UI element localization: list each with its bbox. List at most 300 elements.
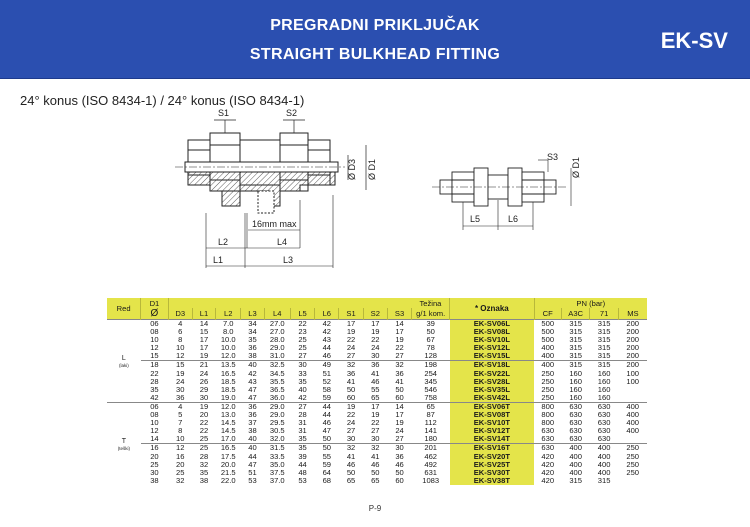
cell-value: 420	[541, 475, 555, 485]
cell-value: 55	[322, 451, 332, 461]
cell-value: 42	[322, 327, 332, 337]
cell-value: 43	[322, 335, 332, 345]
cell-value: 12	[150, 343, 159, 353]
cell-value: 17	[346, 319, 356, 328]
header-d1-symbol: Ø	[141, 308, 168, 320]
cell-value: 25	[298, 343, 307, 353]
table-row-group	[107, 402, 647, 443]
series-subtitle: (teški)	[117, 445, 130, 451]
value-cell	[168, 444, 192, 485]
cell-value: 250	[626, 467, 640, 477]
cell-value: 254	[424, 368, 438, 378]
cell-value: 36	[395, 451, 404, 461]
cell-value: 41	[346, 451, 356, 461]
cell-value: 160	[597, 376, 611, 386]
cell-value: 400	[569, 443, 582, 453]
cell-value: 39	[298, 451, 307, 461]
cell-value: 500	[541, 335, 555, 345]
cell-value: 30	[346, 434, 356, 444]
cell-value: 17.5	[220, 451, 236, 461]
cell-value: 160	[569, 384, 582, 394]
value-cell	[363, 444, 387, 485]
cell-value: 141	[424, 426, 438, 436]
cell-value: 28	[298, 410, 307, 420]
cell-value: 24	[199, 368, 209, 378]
cell-value: 60	[346, 392, 356, 402]
cell-value: 7.0	[222, 319, 234, 328]
header-l2: L2	[216, 308, 241, 320]
cell-value: 31	[298, 426, 307, 436]
cell-value: 50	[346, 384, 356, 394]
cell-value: 20.0	[220, 459, 236, 469]
cell-value: 50	[322, 434, 332, 444]
value-cell	[561, 444, 589, 485]
cell-value: 41	[371, 451, 380, 461]
cell-value: 31	[298, 418, 307, 428]
cell-value: 44	[298, 459, 307, 469]
part-code: EK-SV25T	[473, 459, 510, 469]
section-view	[175, 120, 366, 268]
value-cell	[339, 320, 363, 361]
value-cell	[387, 444, 411, 485]
value-cell	[590, 402, 618, 443]
cell-value: 24	[371, 343, 380, 353]
value-cell	[192, 402, 215, 443]
cell-value: 21.5	[220, 467, 236, 477]
cell-value: 630	[569, 410, 582, 420]
cell-value: 55	[371, 384, 380, 394]
cell-value: 30	[371, 434, 380, 444]
value-cell	[216, 320, 241, 361]
cell-value: 22	[298, 319, 307, 328]
cell-value: 36	[346, 368, 356, 378]
value-cell	[412, 444, 450, 485]
cell-value: 400	[597, 467, 611, 477]
cell-value: 17	[371, 319, 380, 328]
header-oznaka: * Oznaka	[450, 298, 534, 320]
cell-value: 630	[569, 401, 582, 411]
cell-value: 21	[199, 360, 209, 370]
label-16mm-max: 16mm max	[252, 219, 297, 229]
cell-value: 44	[322, 343, 332, 353]
cell-value: 400	[626, 401, 640, 411]
header-s1: S1	[339, 308, 363, 320]
cell-value: 400	[597, 451, 611, 461]
cell-value: 112	[424, 418, 437, 428]
cell-value: 16	[150, 443, 159, 453]
cell-value: 49	[322, 360, 332, 370]
cell-value: 315	[597, 335, 611, 345]
cell-value: 23	[298, 327, 307, 337]
part-code: EK-SV08T	[473, 410, 510, 420]
part-code: EK-SV12L	[473, 343, 510, 353]
cell-value: 19	[176, 368, 185, 378]
cell-value: 5	[178, 410, 183, 420]
cell-value: 22	[346, 410, 356, 420]
header-l6: L6	[315, 308, 339, 320]
cell-value: 40	[298, 384, 307, 394]
cell-value: 25	[298, 335, 307, 345]
cell-value: 12.0	[220, 401, 236, 411]
cell-value: 10.0	[220, 335, 236, 345]
cell-value: 630	[541, 443, 555, 453]
cell-value: 160	[597, 368, 611, 378]
cell-value: 17	[395, 410, 404, 420]
cell-value: 17	[199, 335, 209, 345]
cell-value: 53	[298, 475, 307, 485]
cell-value: 160	[569, 368, 582, 378]
cell-value: 420	[541, 451, 555, 461]
cell-value: 19	[395, 418, 404, 428]
cell-value: 33.5	[269, 451, 285, 461]
value-cell	[387, 402, 411, 443]
cell-value: 160	[569, 392, 582, 402]
cell-value: 22	[150, 368, 159, 378]
cell-value: 8.0	[222, 327, 234, 337]
cell-value: 12	[150, 426, 159, 436]
cell-value: 35	[298, 443, 307, 453]
part-code: EK-SV06T	[473, 401, 510, 411]
cell-value: 65	[371, 475, 380, 485]
value-cell	[241, 444, 264, 485]
cell-value: 27	[298, 351, 307, 361]
label-l1: L1	[213, 255, 224, 265]
cell-value: 08	[150, 410, 159, 420]
label-d1-right: Ø D1	[571, 156, 581, 178]
cell-value: 19	[346, 401, 356, 411]
cell-value: 22	[199, 418, 209, 428]
cell-value: 29.0	[269, 343, 285, 353]
value-cell	[290, 361, 314, 402]
cell-value: 315	[597, 343, 611, 353]
cell-value: 32	[199, 459, 209, 469]
cell-value: 17.0	[220, 434, 236, 444]
cell-value: 50	[322, 443, 332, 453]
cell-value: 17	[199, 343, 209, 353]
cell-value: 14	[395, 319, 404, 328]
cell-value: 345	[424, 376, 438, 386]
part-code: EK-SV20T	[473, 451, 510, 461]
value-cell	[363, 402, 387, 443]
cell-value: 24	[176, 376, 185, 386]
value-cell	[241, 402, 264, 443]
cell-value: 46	[322, 351, 332, 361]
cell-value: 160	[597, 392, 611, 402]
label-d3: Ø D3	[347, 158, 357, 180]
cell-value: 26	[199, 376, 209, 386]
cell-value: 14	[199, 319, 209, 328]
cell-value: 630	[597, 401, 611, 411]
value-cell	[412, 320, 450, 361]
cell-value: 630	[597, 410, 611, 420]
label-s2: S2	[286, 108, 298, 118]
cell-value: 250	[541, 392, 555, 402]
cell-value: 19	[346, 327, 356, 337]
value-cell	[264, 361, 290, 402]
table-row-group	[107, 320, 647, 361]
cell-value: 19.0	[220, 392, 236, 402]
cell-value: 65	[346, 475, 356, 485]
value-cell	[534, 444, 561, 485]
part-code: EK-SV35L	[473, 384, 510, 394]
cell-value: 7	[178, 418, 183, 428]
cell-value: 32	[346, 443, 356, 453]
value-cell	[363, 361, 387, 402]
cell-value: 44	[322, 410, 332, 420]
cell-value: 36	[176, 392, 185, 402]
cell-value: 200	[626, 351, 640, 361]
cell-value: 34	[248, 319, 257, 328]
part-code: EK-SV10L	[473, 335, 510, 345]
cell-value: 27	[395, 434, 404, 444]
value-cell	[192, 361, 215, 402]
cell-value: 78	[426, 343, 435, 353]
cell-value: 20	[150, 451, 159, 461]
cell-value: 28.0	[269, 335, 285, 345]
cell-value: 42	[298, 392, 307, 402]
table-row-group	[107, 444, 647, 485]
cell-value: 40	[248, 360, 257, 370]
cell-value: 1083	[422, 475, 440, 485]
part-code: EK-SV28L	[473, 376, 510, 386]
cell-value: 10	[176, 434, 185, 444]
cell-value: 32	[371, 443, 380, 453]
cell-value: 17	[395, 327, 404, 337]
cell-value: 200	[626, 319, 640, 328]
cell-value: 12	[176, 351, 185, 361]
part-code: EK-SV30T	[473, 467, 510, 477]
cone-standard-label: 24° konus (ISO 8434-1) / 24° konus (ISO 8434-1)	[20, 93, 305, 108]
cell-value: 12.0	[220, 351, 236, 361]
cell-value: 47	[248, 392, 257, 402]
cell-value: 630	[597, 434, 611, 444]
cell-value: 16.5	[220, 368, 236, 378]
cell-value: 47	[248, 384, 257, 394]
cell-value: 36.0	[269, 392, 285, 402]
cell-value: 18.5	[220, 376, 236, 386]
label-s1: S1	[218, 108, 230, 118]
oznaka-cell	[450, 444, 534, 485]
cell-value: 200	[626, 343, 640, 353]
value-cell	[534, 320, 561, 361]
header-pn-a3c: A3C	[561, 308, 589, 320]
cell-value: 22	[346, 335, 356, 345]
value-cell	[363, 320, 387, 361]
cell-value: 198	[424, 360, 438, 370]
cell-value: 51	[248, 467, 257, 477]
cell-value	[618, 435, 647, 443]
cell-value: 200	[626, 335, 640, 345]
cell-value: 29.5	[269, 418, 285, 428]
value-cell	[561, 361, 589, 402]
cell-value: 35	[298, 376, 307, 386]
cell-value: 17	[371, 401, 380, 411]
value-cell	[241, 361, 264, 402]
cell-value: 50	[426, 327, 435, 337]
value-cell	[315, 402, 339, 443]
part-code: EK-SV12T	[473, 426, 510, 436]
cell-value: 200	[626, 360, 640, 370]
cell-value: 41	[395, 376, 404, 386]
cell-value: 6	[178, 327, 183, 337]
cell-value: 19	[199, 351, 209, 361]
cell-value: 33	[298, 368, 307, 378]
cell-value: 28	[199, 451, 209, 461]
value-cell	[264, 320, 290, 361]
cell-value: 250	[541, 384, 555, 394]
cell-value: 10	[150, 418, 159, 428]
series-name: L	[121, 354, 126, 362]
cell-value: 27.0	[269, 327, 285, 337]
cell-value: 46	[395, 459, 404, 469]
title-croatian: PREGRADNI PRIKLJUČAK	[270, 17, 480, 34]
cell-value: 800	[541, 418, 555, 428]
value-cell	[290, 320, 314, 361]
cell-value: 315	[569, 351, 582, 361]
value-cell	[339, 444, 363, 485]
cell-value: 4	[178, 319, 183, 328]
cell-value: 14	[150, 434, 159, 444]
value-cell	[590, 320, 618, 361]
cell-value: 27	[371, 426, 380, 436]
cell-value: 35	[150, 384, 159, 394]
dimensions-table-wrapper	[107, 298, 647, 485]
cell-value: 18.5	[220, 384, 236, 394]
cell-value: 32	[395, 360, 404, 370]
cell-value: 50	[346, 467, 356, 477]
cell-value: 30.5	[269, 426, 285, 436]
technical-drawing	[0, 100, 750, 295]
part-code: EK-SV08L	[473, 327, 510, 337]
cell-value: 10.0	[220, 343, 236, 353]
cell-value: 630	[597, 426, 611, 436]
cell-value: 37	[248, 418, 257, 428]
cell-value: 30	[371, 351, 380, 361]
cell-value: 41	[371, 368, 380, 378]
value-cell	[264, 444, 290, 485]
cell-value: 44	[248, 451, 257, 461]
part-code: EK-SV22L	[473, 368, 510, 378]
cell-value: 36	[248, 410, 257, 420]
cell-value: 30	[199, 392, 209, 402]
label-l6: L6	[508, 214, 519, 224]
header-red: Red	[107, 298, 141, 320]
cell-value: 15	[150, 351, 159, 361]
part-code: EK-SV16T	[473, 443, 510, 453]
cell-value: 43	[248, 376, 257, 386]
cell-value: 546	[424, 384, 438, 394]
cell-value: 16	[176, 451, 185, 461]
cell-value: 35.0	[269, 459, 285, 469]
cell-value: 47	[248, 459, 257, 469]
value-cell	[387, 361, 411, 402]
cell-value: 40	[248, 434, 257, 444]
cell-value: 24	[395, 426, 404, 436]
cell-value: 30	[298, 360, 307, 370]
value-cell	[339, 402, 363, 443]
cell-value: 19	[395, 335, 404, 345]
cell-value: 19	[199, 401, 209, 411]
cell-value: 758	[424, 392, 438, 402]
cell-value: 15	[176, 360, 185, 370]
cell-value: 46	[371, 459, 380, 469]
value-cell	[387, 320, 411, 361]
exterior-view	[432, 160, 571, 230]
cell-value: 36	[395, 368, 404, 378]
label-l5: L5	[470, 214, 481, 224]
cell-value: 315	[569, 319, 582, 328]
cell-value: 420	[541, 467, 555, 477]
part-code: EK-SV42L	[473, 392, 510, 402]
header-l1: L1	[192, 308, 215, 320]
cell-value: 34.5	[269, 368, 285, 378]
cell-value: 50	[371, 467, 380, 477]
cell-value: 38	[150, 475, 159, 485]
cell-value: 16.5	[220, 443, 236, 453]
value-cell	[618, 320, 647, 361]
cell-value: 400	[626, 426, 640, 436]
value-cell	[141, 320, 168, 361]
cell-value: 315	[597, 327, 611, 337]
cell-value: 10	[176, 343, 185, 353]
cell-value: 500	[541, 319, 555, 328]
cell-value: 400	[541, 360, 555, 370]
header-d1: D1	[141, 298, 168, 308]
product-code: EK-SV	[660, 28, 728, 53]
cell-value: 315	[597, 351, 611, 361]
cell-value: 160	[569, 376, 582, 386]
cell-value: 29.0	[269, 401, 285, 411]
value-cell	[315, 361, 339, 402]
cell-value: 315	[569, 327, 582, 337]
cell-value: 315	[597, 319, 611, 328]
cell-value: 22	[371, 418, 380, 428]
value-cell	[534, 402, 561, 443]
header-l3: L3	[241, 308, 264, 320]
cell-value: 160	[597, 384, 611, 394]
cell-value: 250	[626, 451, 640, 461]
cell-value: 8	[178, 335, 183, 345]
cell-value: 200	[626, 327, 640, 337]
cell-value: 420	[541, 459, 555, 469]
value-cell	[241, 320, 264, 361]
label-d1: Ø D1	[367, 158, 377, 180]
cell-value: 30	[150, 467, 159, 477]
cell-value: 400	[569, 467, 582, 477]
cell-value: 40	[248, 443, 257, 453]
cell-value: 06	[150, 401, 159, 411]
cell-value: 20	[199, 410, 209, 420]
cell-value: 180	[424, 434, 438, 444]
cell-value: 50	[395, 467, 404, 477]
value-cell	[618, 361, 647, 402]
value-cell	[412, 361, 450, 402]
cell-value: 250	[626, 443, 640, 453]
cell-value: 4	[178, 401, 183, 411]
cell-value: 315	[597, 475, 611, 485]
cell-value: 15	[199, 327, 209, 337]
cell-value: 201	[424, 443, 438, 453]
cell-value: 630	[597, 418, 611, 428]
cell-value: 400	[626, 410, 640, 420]
header-pn-cf: CF	[534, 308, 561, 320]
cell-value: 68	[322, 475, 332, 485]
cell-value: 25	[199, 434, 209, 444]
cell-value: 800	[541, 410, 555, 420]
value-cell	[590, 444, 618, 485]
cell-value: 36.5	[269, 384, 285, 394]
cell-value: 400	[597, 459, 611, 469]
